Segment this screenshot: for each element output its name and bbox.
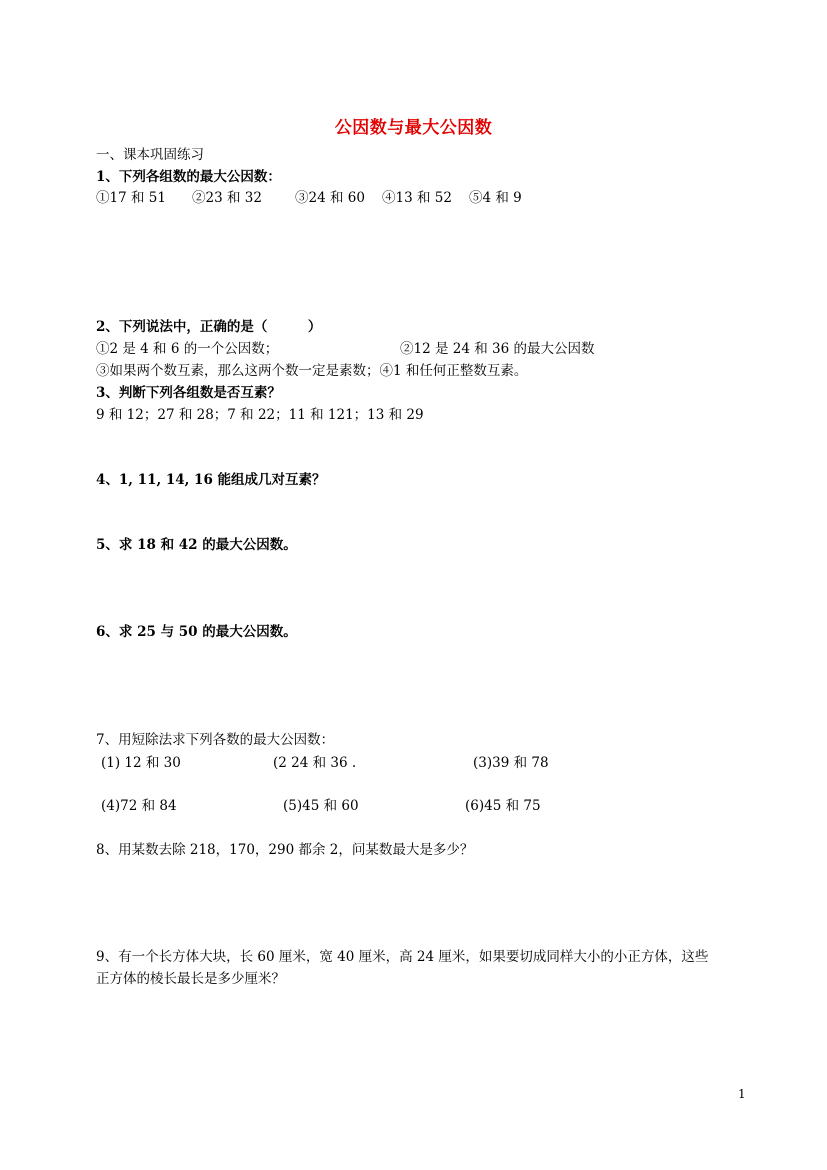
question-9-line-2: 正方体的棱长最长是多少厘米？ [96,971,285,987]
question-5-label: 5、求 18 和 42 的最大公因数。 [96,537,297,553]
question-7-label: 7、用短除法求下列各数的最大公因数： [96,732,335,748]
q7-item-4: (4)72 和 84 [101,798,177,814]
q7-item-2: (2 24 和 36 . [273,755,357,771]
q7-item-3: (3)39 和 78 [473,755,549,771]
question-2-label: 2、下列说法中，正确的是（ ） [96,319,322,335]
q2-option-3-4: ③如果两个数互素，那么这两个数一定是素数；④1 和任何正整数互素。 [96,363,528,379]
section-heading: 一、课本巩固练习 [96,147,204,163]
page-number: 1 [738,1087,746,1101]
question-6-label: 6、求 25 与 50 的最大公因数。 [96,624,297,640]
q7-item-6: (6)45 和 75 [465,798,541,814]
question-1-label: 1、下列各组数的最大公因数： [96,169,281,185]
q7-item-1: (1) 12 和 30 [101,755,181,771]
question-4-label: 4、1, 11, 14, 16 能组成几对互素？ [96,472,326,488]
q2-option-2: ②12 是 24 和 36 的最大公因数 [400,341,595,357]
q1-item-3: ③24 和 60 [295,190,365,206]
question-3-label: 3、判断下列各组数是否互素？ [96,385,281,401]
q7-item-5: (5)45 和 60 [283,798,359,814]
question-9-line-1: 9、有一个长方体大块，长 60 厘米，宽 40 厘米，高 24 厘米，如果要切成同样大小的小正方体，这些 [96,949,709,965]
question-8-label: 8、用某数去除 218，170，290 都余 2，问某数最大是多少？ [96,842,474,858]
q1-item-5: ⑤4 和 9 [469,190,522,206]
q2-option-1: ①2 是 4 和 6 的一个公因数； [96,341,279,357]
page-title: 公因数与最大公因数 [334,118,493,138]
q1-item-2: ②23 和 32 [192,190,262,206]
q1-item-4: ④13 和 52 [382,190,452,206]
q1-item-1: ①17 和 51 [96,190,166,206]
q3-number-pairs: 9 和 12；27 和 28；7 和 22；11 和 121；13 和 29 [96,407,424,423]
